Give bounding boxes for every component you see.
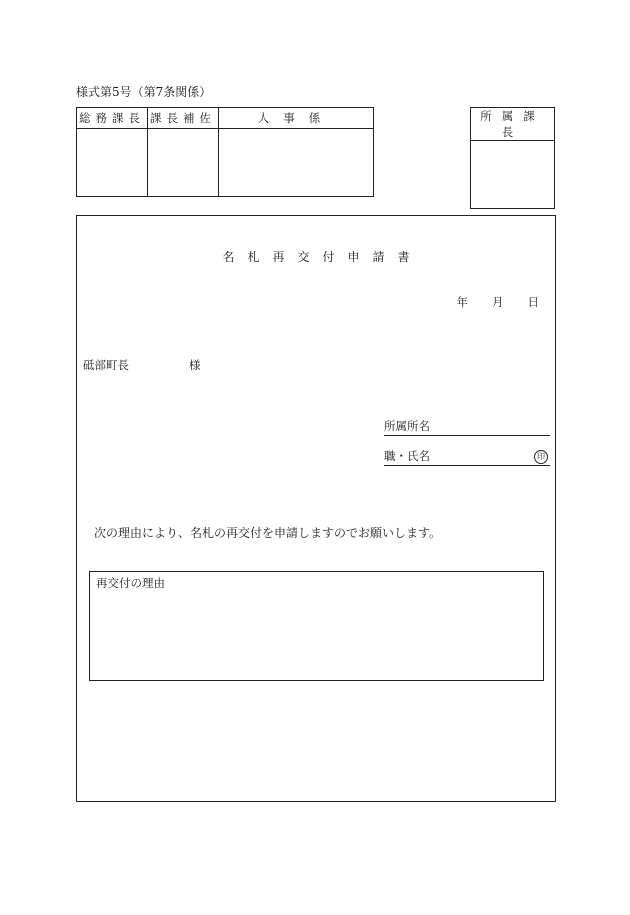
stamp-header-assistant-chief: 課長補佐 <box>148 108 219 129</box>
date-day-label: 日 <box>527 295 539 309</box>
date-month-label: 月 <box>492 295 504 309</box>
reason-box[interactable] <box>89 571 544 681</box>
stamp-cell-personnel <box>219 129 374 197</box>
stamp-header-personnel: 人事係 <box>219 108 374 129</box>
name-field[interactable] <box>384 448 550 466</box>
stamp-cell-assistant-chief <box>148 129 219 197</box>
date-year-label: 年 <box>456 295 468 309</box>
department-stamp-table <box>470 107 555 209</box>
name-label: 職・氏名 <box>384 449 430 463</box>
approval-stamp-table <box>76 107 374 197</box>
form-title: 名札再交付申請書 <box>222 250 423 264</box>
addressee-honorific: 様 <box>189 358 201 372</box>
addressee-name: 砥部町長 <box>83 358 129 372</box>
date-line <box>457 294 540 310</box>
stamp-cell-department-chief <box>471 141 555 209</box>
application-form <box>76 215 556 802</box>
seal-icon: 印 <box>534 450 548 464</box>
reason-label: 再交付の理由 <box>96 576 165 590</box>
stamp-header-department-chief: 所属課長 <box>471 108 555 141</box>
affiliation-label: 所属所名 <box>384 419 430 433</box>
stamp-cell-general-affairs-chief <box>77 129 148 197</box>
request-text: 次の理由により、名札の再交付を申請しますのでお願いします。 <box>94 526 442 540</box>
stamp-header-general-affairs-chief: 総務課長 <box>77 108 148 129</box>
addressee <box>83 357 201 373</box>
affiliation-field[interactable] <box>384 418 550 436</box>
form-number: 様式第5号（第7条関係） <box>76 85 212 99</box>
